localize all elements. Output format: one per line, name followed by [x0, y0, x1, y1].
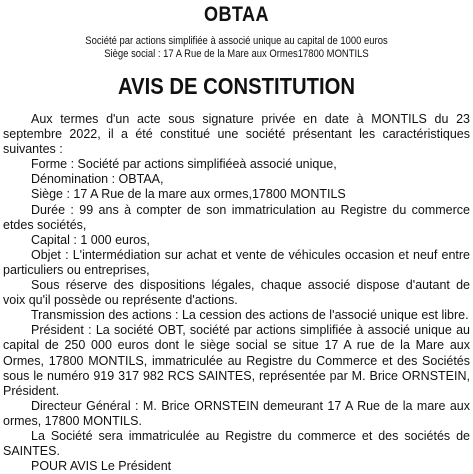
paragraph-signature: POUR AVIS Le Président: [31, 459, 172, 474]
paragraph-intro: Aux termes d'un acte sous signature privée en date à MONTILS du 23 septembre 2022, il a été constitué une société présentant les caractéristiques suivantes :: [3, 112, 470, 157]
paragraph-denomination: Dénomination : OBTAA,: [31, 172, 164, 187]
company-legal-form: Société par actions simplifiée à associé unique au capital de 1000 euros: [85, 35, 388, 47]
paragraph-objet: Objet : L'intermédiation sur achat et vente de véhicules occasion et neuf entre particuliers ou entreprises,: [3, 247, 470, 277]
paragraph-capital: Capital : 1 000 euros,: [31, 232, 150, 247]
paragraph-directeur-general: Directeur Général : M. Brice ORNSTEIN demeurant 17 A Rue de la mare aux ormes, 17800 MONTILS.: [3, 398, 470, 428]
paragraph-siege: Siège : 17 A Rue de la mare aux ormes,17800 MONTILS: [31, 187, 346, 202]
paragraph-registration: La Société sera immatriculée au Registre du commerce et des sociétés de SAINTES.: [3, 428, 470, 459]
company-registered-office: Siège social : 17 A Rue de la Mare aux Ormes17800 MONTILS: [104, 48, 369, 60]
paragraph-forme: Forme : Société par actions simplifiéeà associé unique,: [31, 157, 337, 172]
notice-title: AVIS DE CONSTITUTION: [118, 73, 355, 99]
notice-body: [3, 112, 470, 474]
paragraph-transmission: Transmission des actions : La cession des actions de l'associé unique est libre.: [31, 308, 469, 323]
company-name: OBTAA: [203, 3, 270, 26]
paragraph-president: Président : La société OBT, société par actions simplifiée à associé unique au capital de 250 000 euros dont le siège social se situe 17 A rue de la Mare aux Ormes, 17800 MONTILS, immatriculée au Registre du Commerce et des Sociétés sous le numéro 919 317 982 RCS SAINTES, représentée par M. Brice ORNSTEIN, Président.: [3, 323, 470, 398]
paragraph-duree: Durée : 99 ans à compter de son immatriculation au Registre du commerce etdes sociétés,: [3, 202, 470, 232]
paragraph-voting: Sous réserve des dispositions légales, chaque associé dispose d'autant de voix qu'il possède ou représente d'actions.: [3, 278, 470, 308]
